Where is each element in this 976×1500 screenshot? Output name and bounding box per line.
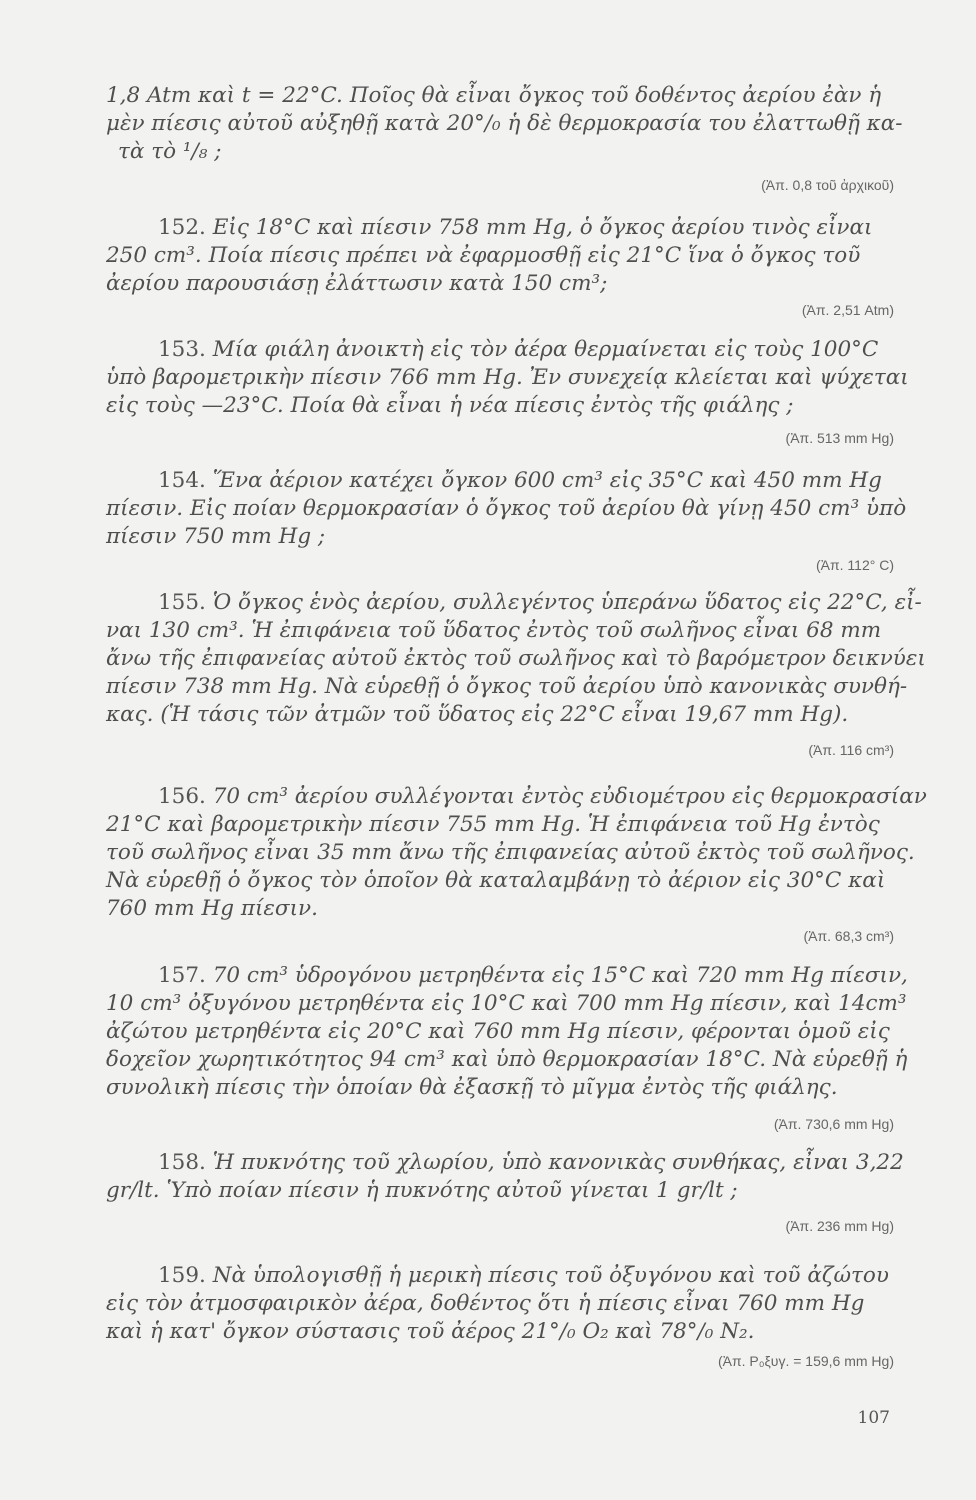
text-line: 1,8 Atm καὶ t = 22°C. Ποῖος θὰ εἶναι ὄγκος τοῦ δοθέντος ἀερίου ἐὰν ἡ — [106, 83, 882, 108]
text-line: 70 cm³ ὑδρογόνου μετρηθέντα εἰς 15°C καὶ 720 mm Hg πίεσιν, — [212, 963, 908, 988]
text-line: ἀζώτου μετρηθέντα εἰς 20°C καὶ 760 mm Hg πίεσιν, φέρονται ὁμοῦ εἰς — [106, 1019, 890, 1044]
text-line: πίεσιν. Εἰς ποίαν θερμοκρασίαν ὁ ὄγκος τοῦ ἀερίου θὰ γίνῃ 450 cm³ ὑπὸ — [106, 496, 907, 521]
page-number: 107 — [857, 1408, 890, 1428]
problem-158 — [106, 1149, 904, 1205]
problem-number: 155. — [158, 590, 206, 615]
answer-text: (Ἀπ. 112° C) — [815, 557, 894, 573]
text-line: πίεσιν 738 mm Hg. Νὰ εὑρεθῇ ὁ ὄγκος τοῦ ἀερίου ὑπὸ κανονικὰς συνθή- — [106, 674, 908, 699]
problem-number: 159. — [158, 1263, 206, 1288]
text-line: Νὰ εὑρεθῇ ὁ ὄγκος τὸν ὁποῖον θὰ καταλαμβάνῃ τὸ ἀέριον εἰς 30°C καὶ — [106, 868, 886, 893]
problem-157 — [106, 962, 908, 1102]
text-line: πίεσιν 750 mm Hg ; — [106, 524, 326, 549]
text-line: 760 mm Hg πίεσιν. — [106, 896, 318, 921]
text-line: Μία φιάλη ἀνοικτὴ εἰς τὸν ἀέρα θερμαίνεται εἰς τοὺς 100°C — [212, 337, 879, 362]
text-line: 10 cm³ ὀξυγόνου μετρηθέντα εἰς 10°C καὶ 700 mm Hg πίεσιν, καὶ 14cm³ — [106, 991, 907, 1016]
problem-154 — [106, 467, 907, 551]
text-line: μὲν πίεσις αὐτοῦ αὐξηθῇ κατὰ 20°/₀ ἡ δὲ θερμοκρασία του ἐλαττωθῇ κα- — [106, 111, 903, 136]
text-line: Ἡ πυκνότης τοῦ χλωρίου, ὑπὸ κανονικὰς συνθήκας, εἶναι 3,22 — [212, 1150, 904, 1175]
answer-text: (Ἀπ. Ρ₀ξυγ. = 159,6 mm Hg) — [717, 1353, 894, 1369]
answer-text: (Ἀπ. 513 mm Hg) — [785, 430, 894, 446]
answer-text: (Ἀπ. 0,8 τοῦ ἀρχικοῦ) — [761, 177, 894, 193]
text-line: ὑπὸ βαρομετρικὴν πίεσιν 766 mm Hg. Ἐν συνεχείᾳ κλείεται καὶ ψύχεται — [106, 365, 909, 390]
text-line: τοῦ σωλῆνος εἶναι 35 mm ἄνω τῆς ἐπιφανείας αὐτοῦ ἐκτὸς τοῦ σωλῆνος. — [106, 840, 915, 865]
answer-text: (Ἀπ. 730,6 mm Hg) — [773, 1116, 894, 1132]
text-line: ἀερίου παρουσιάσῃ ἐλάττωσιν κατὰ 150 cm³; — [106, 271, 608, 296]
text-line: τὰ τὸ ¹/₈ ; — [118, 139, 222, 164]
text-line: εἰς τὸν ἀτμοσφαιρικὸν ἀέρα, δοθέντος ὅτι ἡ πίεσις εἶναι 760 mm Hg — [106, 1291, 865, 1316]
text-line: Νὰ ὑπολογισθῇ ἡ μερικὴ πίεσις τοῦ ὀξυγόνου καὶ τοῦ ἀζώτου — [212, 1263, 889, 1288]
problem-number: 154. — [158, 468, 206, 493]
answer-text: (Ἀπ. 2,51 Atm) — [801, 302, 894, 318]
problem-155 — [106, 589, 926, 729]
text-line: κας. (Ἡ τάσις τῶν ἀτμῶν τοῦ ὕδατος εἰς 22°C εἶναι 19,67 mm Hg). — [106, 702, 849, 727]
text-line: εἰς τοὺς —23°C. Ποία θὰ εἶναι ἡ νέα πίεσις ἐντὸς τῆς φιάλης ; — [106, 393, 794, 418]
text-line: Ὁ ὄγκος ἑνὸς ἀερίου, συλλεγέντος ὑπεράνω ὕδατος εἰς 22°C, εἶ- — [212, 590, 922, 615]
text-line: Ἕνα ἀέριον κατέχει ὄγκον 600 cm³ εἰς 35°C καὶ 450 mm Hg — [212, 468, 882, 493]
text-line: συνολικὴ πίεσις τὴν ὁποίαν θὰ ἐξασκῇ τὸ μῖγμα ἐντὸς τῆς φιάλης. — [106, 1075, 838, 1100]
problem-156 — [106, 783, 927, 923]
problem-number: 153. — [158, 337, 206, 362]
text-line: καὶ ἡ κατ' ὄγκον σύστασις τοῦ ἀέρος 21°/₀ O₂ καὶ 78°/₀ N₂. — [106, 1319, 755, 1344]
problem-153 — [106, 336, 909, 420]
problem-intro — [106, 82, 903, 166]
problem-number: 152. — [158, 215, 206, 240]
problem-number: 157. — [158, 963, 206, 988]
text-line: gr/lt. Ὑπὸ ποίαν πίεσιν ἡ πυκνότης αὐτοῦ γίνεται 1 gr/lt ; — [106, 1178, 738, 1203]
answer-text: (Ἀπ. 68,3 cm³) — [803, 928, 894, 944]
text-line: Εἰς 18°C καὶ πίεσιν 758 mm Hg, ὁ ὄγκος ἀερίου τινὸς εἶναι — [212, 215, 873, 240]
problem-number: 156. — [158, 784, 206, 809]
problem-152 — [106, 214, 896, 298]
text-line: 21°C καὶ βαρομετρικὴν πίεσιν 755 mm Hg. Ἡ ἐπιφάνεια τοῦ Hg ἐντὸς — [106, 812, 880, 837]
text-line: ναι 130 cm³. Ἡ ἐπιφάνεια τοῦ ὕδατος ἐντὸς τοῦ σωλῆνος εἶναι 68 mm — [106, 618, 882, 643]
problem-159 — [106, 1262, 896, 1346]
text-line: δοχεῖον χωρητικότητος 94 cm³ καὶ ὑπὸ θερμοκρασίαν 18°C. Νὰ εὑρεθῇ ἡ — [106, 1047, 908, 1072]
text-line: ἄνω τῆς ἐπιφανείας αὐτοῦ ἐκτὸς τοῦ σωλῆνος καὶ τὸ βαρόμετρον δεικνύει — [106, 646, 926, 671]
text-line: 250 cm³. Ποία πίεσις πρέπει νὰ ἐφαρμοσθῇ εἰς 21°C ἵνα ὁ ὄγκος τοῦ — [106, 243, 861, 268]
answer-text: (Ἀπ. 236 mm Hg) — [785, 1218, 894, 1234]
problem-number: 158. — [158, 1150, 206, 1175]
text-line: 70 cm³ ἀερίου συλλέγονται ἐντὸς εὐδιομέτρου εἰς θερμοκρασίαν — [212, 784, 927, 809]
answer-text: (Ἀπ. 116 cm³) — [808, 742, 894, 758]
